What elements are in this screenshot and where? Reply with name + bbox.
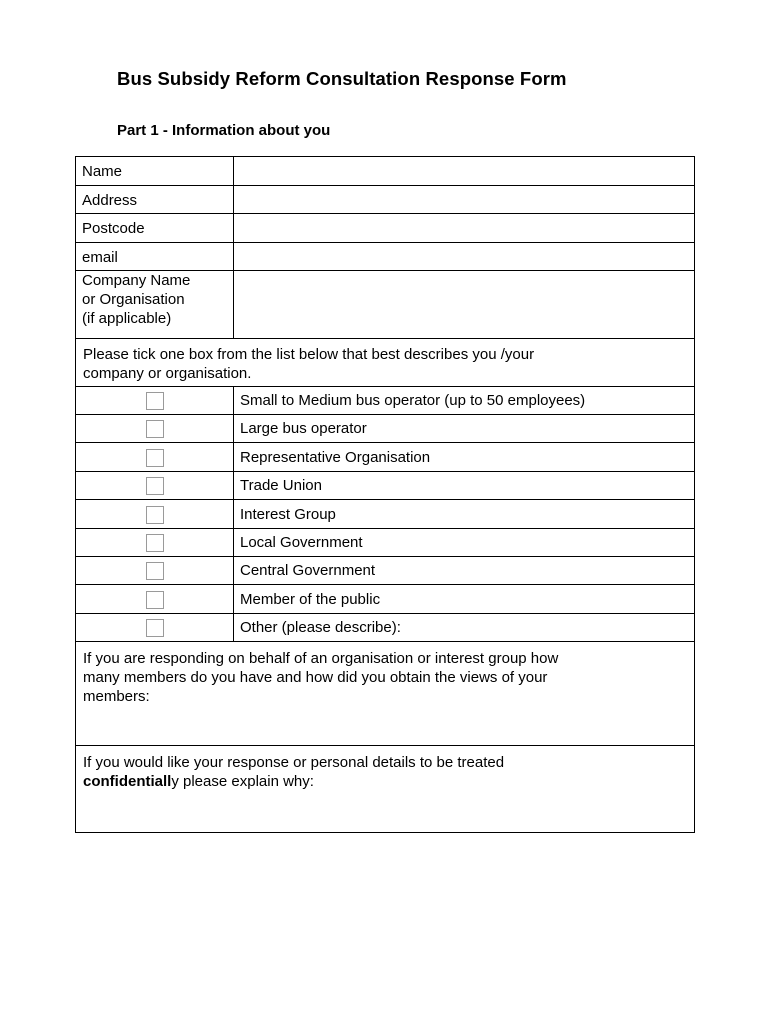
tick-instruction-line1: Please tick one box from the list below that best describes you /your [83,346,535,363]
checkbox-small-medium-operator[interactable] [146,392,164,410]
company-field[interactable] [234,271,695,339]
form-title: Bus Subsidy Reform Consultation Response Form [117,68,567,89]
company-label [76,271,234,339]
option-checkbox-cell [76,529,234,557]
email-field[interactable] [234,243,695,271]
checkbox-other[interactable] [146,619,164,637]
members-question[interactable] [76,642,695,746]
option-label-other: Other (please describe): [234,614,695,642]
checkbox-interest-group[interactable] [146,506,164,524]
company-label-line1: Company Name [82,272,191,289]
checkbox-representative-organisation[interactable] [146,449,164,467]
tick-instruction-line2: company or organisation. [83,365,252,382]
checkbox-central-government[interactable] [146,562,164,580]
name-label: Name [76,157,234,186]
checkbox-member-of-public[interactable] [146,591,164,609]
checkbox-trade-union[interactable] [146,477,164,495]
option-label-local-government: Local Government [234,529,695,557]
option-checkbox-cell [76,472,234,500]
confidential-question[interactable] [76,746,695,833]
option-checkbox-cell [76,614,234,642]
option-label-trade-union: Trade Union [234,472,695,500]
address-label: Address [76,186,234,214]
option-checkbox-cell [76,585,234,614]
option-checkbox-cell [76,415,234,443]
tick-instruction [76,339,695,387]
option-checkbox-cell [76,557,234,585]
option-label-central-government: Central Government [234,557,695,585]
confidential-question-line1: If you would like your response or personal details to be treated [83,754,505,771]
company-label-line3: (if applicable) [82,310,172,327]
option-checkbox-cell [76,500,234,529]
checkbox-local-government[interactable] [146,534,164,552]
company-label-line2: or Organisation [82,291,185,308]
option-checkbox-cell [76,443,234,472]
response-form-table [75,156,695,833]
members-question-line1: If you are responding on behalf of an organisation or interest group how [83,650,559,667]
part-heading: Part 1 - Information about you [117,122,331,139]
option-label-interest-group: Interest Group [234,500,695,529]
members-question-line3: members: [83,688,150,705]
option-label-large-operator: Large bus operator [234,415,695,443]
postcode-label: Postcode [76,214,234,243]
option-checkbox-cell [76,387,234,415]
option-label-representative-organisation: Representative Organisation [234,443,695,472]
confidential-question-line2 [83,772,687,791]
postcode-field[interactable] [234,214,695,243]
confidential-bold-text: confidentiall [83,773,172,790]
members-question-line2: many members do you have and how did you obtain the views of your [83,669,548,686]
confidential-question-rest: y please explain why: [171,773,314,790]
email-label: email [76,243,234,271]
option-label-member-of-public: Member of the public [234,585,695,614]
address-field[interactable] [234,186,695,214]
option-label-small-medium-operator: Small to Medium bus operator (up to 50 employees) [234,387,695,415]
name-field[interactable] [234,157,695,186]
checkbox-large-operator[interactable] [146,420,164,438]
